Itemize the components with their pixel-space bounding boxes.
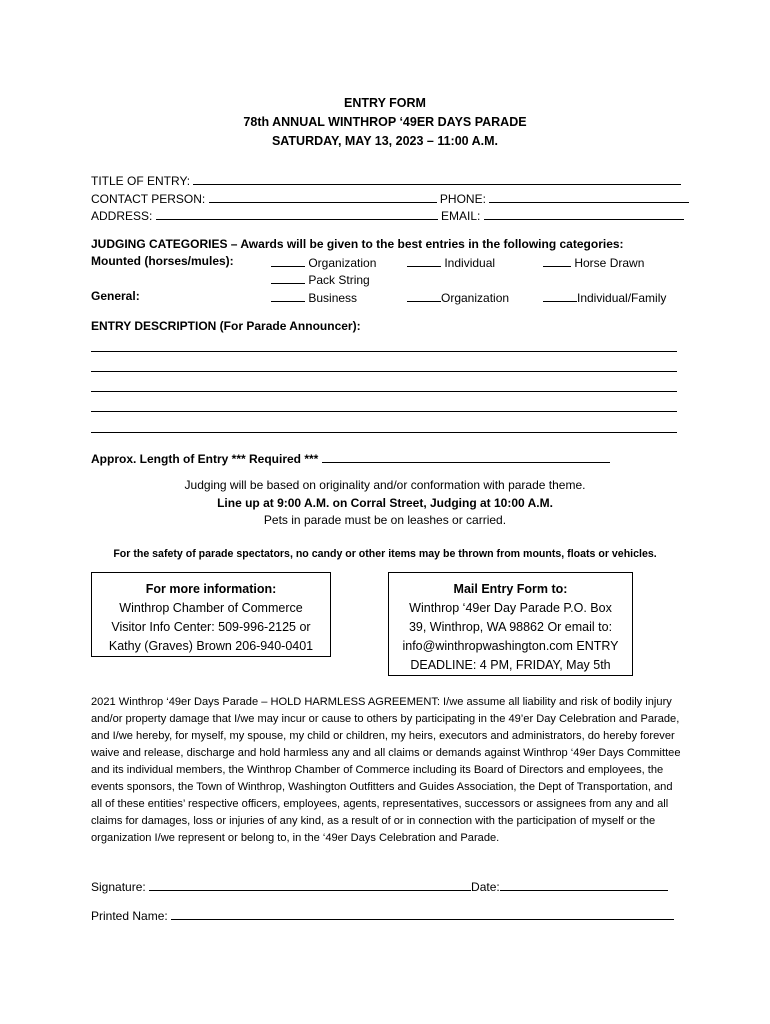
printed-name-row <box>91 907 674 923</box>
judging-heading: JUDGING CATEGORIES – Awards will be given to the best entries in the following categories: <box>91 237 624 251</box>
mail-box <box>388 572 633 676</box>
contact-person-field[interactable] <box>209 190 437 203</box>
general-individual-family-blank[interactable] <box>543 289 577 302</box>
address-label: ADDRESS: <box>91 209 153 223</box>
description-line-3[interactable] <box>91 391 677 392</box>
phone-label: PHONE: <box>439 192 486 206</box>
mounted-horse-drawn-option <box>543 254 644 270</box>
date-label: Date: <box>471 880 500 894</box>
judging-note: Judging will be based on originality and/or conformation with parade theme. <box>184 478 586 492</box>
entry-length-field[interactable] <box>322 450 610 463</box>
entry-description-heading: ENTRY DESCRIPTION (For Parade Announcer): <box>91 319 361 333</box>
mounted-horse-drawn-label: Horse Drawn <box>574 256 645 270</box>
general-business-option <box>271 289 357 305</box>
printed-name-label: Printed Name: <box>91 909 168 923</box>
address-row <box>91 207 684 223</box>
entry-length-label: Approx. Length of Entry *** Required *** <box>91 452 319 466</box>
mail-box-line-1: Winthrop ‘49er Day Parade P.O. Box <box>409 601 612 615</box>
signature-field[interactable] <box>149 878 471 891</box>
title-of-entry-field[interactable] <box>193 172 681 185</box>
contact-person-label: CONTACT PERSON: <box>91 192 206 206</box>
contact-person-row <box>91 190 689 206</box>
mounted-pack-string-label: Pack String <box>308 273 370 287</box>
general-organization-blank[interactable] <box>407 289 441 302</box>
parade-date: SATURDAY, MAY 13, 2023 – 11:00 A.M. <box>271 134 499 148</box>
mounted-organization-option <box>271 254 376 270</box>
mail-box-line-4: DEADLINE: 4 PM, FRIDAY, May 5th <box>410 658 611 672</box>
title-of-entry-label: TITLE OF ENTRY: <box>91 174 191 188</box>
mounted-pack-string-blank[interactable] <box>271 271 305 284</box>
description-line-4[interactable] <box>91 411 677 412</box>
general-individual-family-option <box>543 289 666 305</box>
general-business-label: Business <box>308 291 358 305</box>
entry-length-row <box>91 450 610 466</box>
mail-box-heading: Mail Entry Form to: <box>453 582 568 596</box>
printed-name-field[interactable] <box>171 907 674 920</box>
hold-harmless-agreement: 2021 Winthrop ‘49er Days Parade – HOLD HARMLESS AGREEMENT: I/we assume all liability and risk of bodily injury and/or property damage that I/we may incur or cause to others by participating in the 49’er Day Celebration and Parade, and I/we hereby, for myself, my spouse, my child or children, my heirs, executors and administrators, do hereby forever waive and release, discharge and hold harmless any and all claims or demands against Winthrop ‘49er Days Committee and its individual members, the Winthrop Chamber of Commerce including its Board of Directors and employees, the events sponsors, the Town of Winthrop, Washington Outfitters and Guides Association, the Dept of Transportation, and all of these entities’ respective officers, employees, agents, representatives, successors or assignees from any and all claims for damages, loss or injuries of any kind, as a result of or in connection with the participation of myself or the organization I/we represent or belong to, in the ‘49er Days Celebration and Parade. <box>91 696 681 844</box>
signature-label: Signature: <box>91 880 146 894</box>
info-box-line-3: Kathy (Graves) Brown 206-940-0401 <box>108 639 314 653</box>
general-organization-option <box>407 289 509 305</box>
info-box-line-1: Winthrop Chamber of Commerce <box>119 601 303 615</box>
mounted-individual-label: Individual <box>444 256 496 270</box>
mounted-organization-label: Organization <box>308 256 377 270</box>
lineup-note: Line up at 9:00 A.M. on Corral Street, Judging at 10:00 A.M. <box>217 496 553 510</box>
description-line-1[interactable] <box>91 351 677 352</box>
email-field[interactable] <box>484 207 684 220</box>
date-field[interactable] <box>500 878 668 891</box>
mounted-pack-string-option <box>271 271 370 287</box>
parade-title: 78th ANNUAL WINTHROP ‘49ER DAYS PARADE <box>243 115 527 129</box>
mounted-organization-blank[interactable] <box>271 254 305 267</box>
mail-box-line-3: info@winthropwashington.com ENTRY <box>402 639 619 653</box>
safety-note: For the safety of parade spectators, no candy or other items may be thrown from mounts, floats or vehicles. <box>113 548 657 560</box>
description-line-5[interactable] <box>91 432 677 433</box>
mounted-individual-blank[interactable] <box>407 254 441 267</box>
description-line-2[interactable] <box>91 371 677 372</box>
info-box <box>91 572 331 657</box>
phone-field[interactable] <box>489 190 689 203</box>
title-of-entry-row <box>91 172 681 188</box>
address-field[interactable] <box>156 207 438 220</box>
general-organization-label: Organization <box>441 291 510 305</box>
general-label: General: <box>91 289 140 303</box>
general-business-blank[interactable] <box>271 289 305 302</box>
mail-box-line-2: 39, Winthrop, WA 98862 Or email to: <box>408 620 613 634</box>
email-label: EMAIL: <box>441 209 481 223</box>
form-title: ENTRY FORM <box>344 96 426 110</box>
mounted-horse-drawn-blank[interactable] <box>543 254 571 267</box>
general-individual-family-label: Individual/Family <box>577 291 667 305</box>
pets-note: Pets in parade must be on leashes or carried. <box>263 513 507 527</box>
info-box-heading: For more information: <box>145 582 277 596</box>
signature-row <box>91 878 668 894</box>
info-box-line-2: Visitor Info Center: 509-996-2125 or <box>111 620 311 634</box>
mounted-label: Mounted (horses/mules): <box>91 254 234 268</box>
mounted-individual-option <box>407 254 495 270</box>
